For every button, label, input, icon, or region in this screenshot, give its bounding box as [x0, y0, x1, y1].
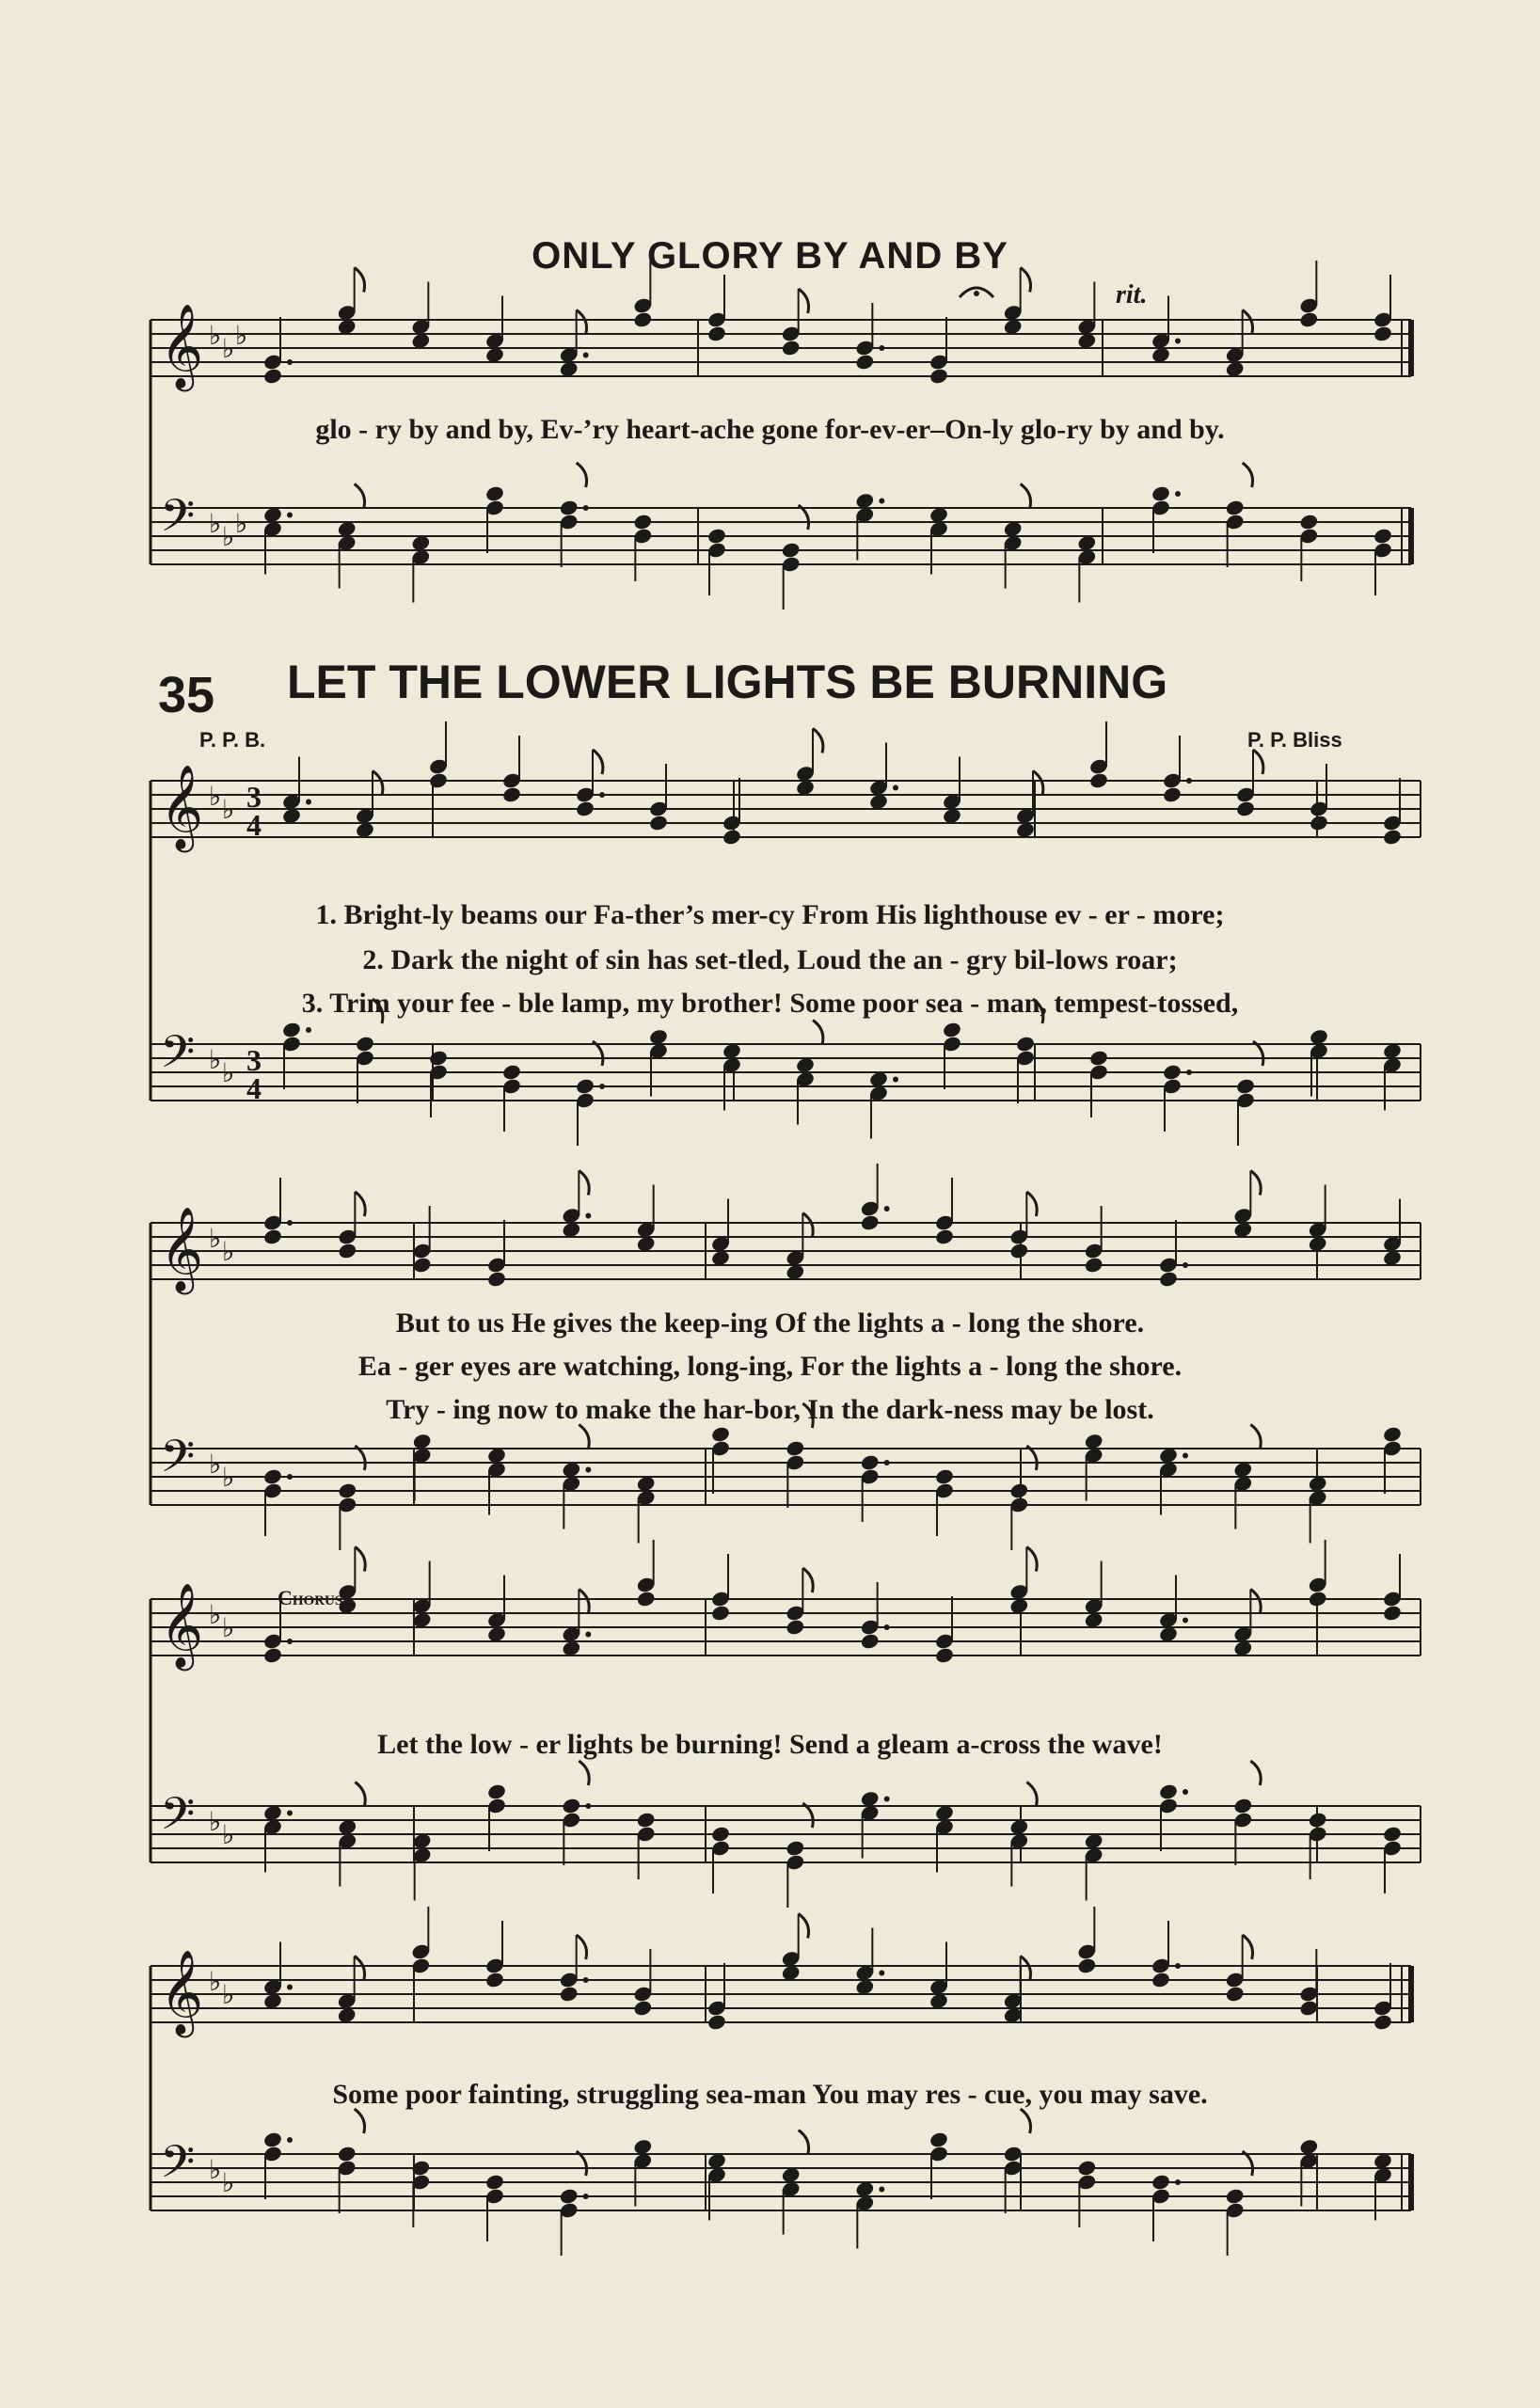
note-dot [1183, 1262, 1188, 1268]
flat-icon: ♭ [209, 1044, 222, 1075]
note-head [706, 325, 727, 342]
note-head [337, 1481, 357, 1499]
note-dot [585, 1632, 591, 1638]
note-dot [287, 1474, 293, 1480]
note-flag [799, 289, 809, 313]
flat-icon: ♭ [222, 1979, 235, 2010]
note-head [1225, 499, 1246, 516]
note-head [632, 1999, 653, 2017]
note-head [632, 310, 653, 328]
flat-icon: ♭ [222, 333, 235, 364]
note-head [262, 1646, 283, 1664]
bass-clef-icon: 𝄢 [160, 2135, 196, 2199]
note-head [636, 1811, 657, 1829]
note-head [648, 814, 669, 832]
note-flag [1243, 310, 1253, 335]
time-signature-bottom: 4 [246, 1071, 262, 1105]
note-head [785, 1618, 805, 1636]
note-flag [579, 1425, 589, 1450]
note-flag [1250, 1590, 1261, 1614]
previous-hymn-lyrics: glo - ry by and by, Ev-’ry heart-ache gone for-ev-er–On-ly glo-ry by and by. [315, 414, 1225, 445]
time-signature-top: 3 [246, 1043, 262, 1077]
flat-icon: ♭ [235, 508, 248, 539]
note-head [929, 367, 949, 385]
flat-icon: ♭ [209, 320, 222, 351]
note-head [1015, 1035, 1036, 1053]
note-head [706, 2013, 727, 2031]
flat-icon: ♭ [222, 1819, 235, 1850]
note-head [706, 527, 727, 545]
note-head [860, 1453, 881, 1471]
treble-clef-icon: 𝄞 [160, 1207, 204, 1291]
fermata-dot [974, 291, 979, 296]
note-head [262, 1467, 283, 1485]
note-dot [287, 1985, 293, 1990]
note-flag [1250, 1425, 1261, 1450]
note-flag [373, 771, 383, 796]
note-dot [585, 1467, 591, 1473]
note-dot [287, 513, 293, 518]
note-flag [799, 1914, 809, 1939]
note-head [1373, 325, 1393, 342]
note-head [262, 367, 283, 385]
note-dot [585, 1213, 591, 1219]
note-head [1373, 2013, 1393, 2031]
note-flag [577, 1935, 587, 1959]
note-head [262, 1228, 283, 1245]
note-head [1008, 1481, 1029, 1499]
note-dot [893, 785, 898, 791]
note-flag [1253, 750, 1263, 774]
time-signature-bottom: 4 [246, 808, 262, 842]
note-dot [879, 1971, 884, 1976]
music-credit: P. P. Bliss [1247, 728, 1342, 752]
note-flag [577, 463, 587, 487]
note-head [934, 1646, 955, 1664]
note-head [1298, 513, 1319, 531]
note-head [575, 800, 595, 817]
note-head [428, 1049, 449, 1067]
note-flag [802, 1213, 813, 1238]
note-head [1008, 1242, 1029, 1259]
note-dot [599, 792, 605, 798]
flat-icon: ♭ [209, 1449, 222, 1480]
note-head [854, 353, 875, 371]
note-head [929, 2131, 949, 2148]
note-head [934, 1467, 955, 1485]
note-head [1382, 1825, 1403, 1843]
note-head [710, 1825, 731, 1843]
note-flag [355, 2109, 365, 2133]
note-head [1162, 1063, 1183, 1081]
note-head [710, 1604, 731, 1622]
note-head [501, 1063, 522, 1081]
note-head [262, 2131, 283, 2148]
treble-clef-icon: 𝄞 [160, 1950, 204, 2035]
note-dot [287, 1220, 293, 1226]
verse-3-line-1: 3. Trim your fee - ble lamp, my brother! Some poor sea - man, tempest-tossed, [301, 988, 1239, 1019]
bass-clef-icon: 𝄢 [160, 489, 196, 553]
note-dot [1175, 2179, 1181, 2185]
note-head [1309, 814, 1329, 832]
flat-icon: ♭ [222, 521, 235, 552]
note-flag [579, 1590, 589, 1614]
note-flag [813, 1021, 823, 1045]
verse-2-line-1: 2. Dark the night of sin has set-tled, Loud the an - gry bil-lows roar; [362, 944, 1178, 975]
note-head [632, 513, 653, 531]
chorus-label: Chorus [278, 1586, 343, 1609]
note-head [337, 1242, 357, 1259]
note-flag [579, 1171, 589, 1196]
note-dot [879, 2187, 884, 2193]
note-head [934, 1228, 955, 1245]
note-head [486, 1782, 507, 1800]
note-head [561, 1797, 581, 1814]
note-flag [355, 1956, 365, 1981]
note-head [484, 2173, 505, 2191]
verse-1-line-1: 1. Bright-ly beams our Fa-ther’s mer-cy From His lighthouse ev - er - more; [315, 899, 1225, 930]
note-head [559, 2187, 579, 2205]
note-head [942, 1021, 962, 1038]
hymn-title: LET THE LOWER LIGHTS BE BURNING [287, 656, 1168, 708]
ritardando-marking: rit. [1116, 280, 1148, 309]
note-head [1232, 1797, 1253, 1814]
flat-icon: ♭ [222, 794, 235, 825]
note-flag [355, 1192, 365, 1216]
flat-icon: ♭ [222, 1236, 235, 1267]
note-flag [355, 1782, 365, 1807]
note-dot [306, 1027, 311, 1033]
note-head [486, 1270, 507, 1288]
chorus-line-1: Let the low - er lights be burning! Send a gleam a-cross the wave! [377, 1729, 1163, 1760]
note-head [785, 1439, 805, 1457]
note-dot [287, 2137, 293, 2143]
note-dot [306, 800, 311, 805]
note-dot [1175, 339, 1181, 344]
note-flag [579, 1761, 589, 1785]
note-dot [884, 1460, 890, 1465]
flat-icon: ♭ [209, 1223, 222, 1254]
note-flag [799, 2131, 809, 2155]
note-head [1088, 1049, 1109, 1067]
note-head [1382, 828, 1403, 846]
note-head [355, 1035, 375, 1053]
verse-1-line-2: But to us He gives the keep-ing Of the lights a - long the shore. [395, 1307, 1145, 1339]
note-head [1225, 1985, 1246, 2003]
flat-icon: ♭ [209, 1599, 222, 1630]
note-head [781, 541, 802, 559]
note-head [1298, 1999, 1319, 2017]
note-dot [287, 359, 293, 365]
note-flag [355, 484, 365, 509]
note-dot [583, 353, 589, 358]
note-flag [1026, 1782, 1037, 1807]
note-dot [1183, 1789, 1188, 1795]
note-dot [1175, 491, 1181, 497]
time-signature-top: 3 [246, 780, 262, 814]
note-head [484, 484, 505, 502]
note-flag [593, 750, 603, 774]
flat-icon: ♭ [222, 1612, 235, 1643]
note-dot [287, 1811, 293, 1816]
flat-icon: ♭ [222, 1057, 235, 1088]
note-head [1076, 2159, 1097, 2177]
note-flag [1021, 2109, 1031, 2133]
flat-icon: ♭ [222, 1462, 235, 1493]
flat-icon: ♭ [209, 781, 222, 812]
note-head [1158, 1782, 1179, 1800]
chorus-line-2: Some poor fainting, struggling sea-man You may res - cue, you may save. [332, 2079, 1208, 2110]
words-credit: P. P. B. [199, 728, 266, 752]
note-head [781, 339, 802, 356]
note-head [1382, 1425, 1403, 1443]
note-flag [355, 1547, 365, 1572]
note-head [722, 828, 742, 846]
note-head [1225, 2187, 1246, 2205]
note-head [860, 1213, 881, 1231]
note-head [1235, 800, 1256, 817]
treble-clef-icon: 𝄞 [160, 765, 204, 849]
flat-icon: ♭ [209, 1806, 222, 1837]
bass-clef-icon: 𝄢 [160, 1430, 196, 1494]
note-head [1382, 1604, 1403, 1622]
note-dot [884, 1206, 890, 1212]
note-head [559, 1985, 579, 2003]
note-flag [577, 310, 587, 335]
flat-icon: ♭ [209, 2154, 222, 2185]
note-flag [1026, 1547, 1037, 1572]
note-head [428, 771, 449, 789]
note-dot [287, 1639, 293, 1644]
note-flag [1021, 484, 1031, 509]
note-flag [1243, 1935, 1253, 1959]
note-head [1373, 527, 1393, 545]
note-flag [1250, 1761, 1261, 1785]
note-dot [1186, 778, 1192, 784]
note-dot [1183, 1453, 1188, 1459]
note-dot [1175, 1963, 1181, 1969]
verse-2-line-2: Ea - ger eyes are watching, long-ing, For the lights a - long the shore. [357, 1351, 1183, 1382]
note-flag [1243, 463, 1253, 487]
note-head [1076, 1956, 1097, 1974]
note-dot [583, 1977, 589, 1983]
flat-icon: ♭ [235, 320, 248, 351]
hymn-number: 35 [158, 667, 215, 723]
note-dot [893, 1077, 898, 1083]
note-dot [884, 1624, 890, 1630]
note-head [501, 785, 522, 803]
note-head [1151, 484, 1171, 502]
note-dot [583, 2194, 589, 2199]
note-head [559, 499, 579, 516]
note-flag [1026, 1192, 1037, 1216]
note-dot [1183, 1618, 1188, 1624]
note-head [1235, 1077, 1256, 1095]
note-head [1088, 771, 1109, 789]
note-head [1151, 2173, 1171, 2191]
note-dot [599, 1084, 605, 1089]
note-dot [1186, 1069, 1192, 1075]
note-head [1308, 1590, 1328, 1608]
note-head [710, 1425, 731, 1443]
flat-icon: ♭ [222, 2167, 235, 2198]
bass-clef-icon: 𝄢 [160, 1787, 196, 1851]
note-flag [1250, 1171, 1261, 1196]
note-head [484, 1971, 505, 1988]
note-head [281, 1021, 302, 1038]
note-dot [585, 1803, 591, 1809]
verse-3-line-2: Try - ing now to make the har-bor, In the dark-ness may be lost. [386, 1394, 1154, 1425]
note-head [337, 2145, 357, 2162]
previous-hymn-title: ONLY GLORY BY AND BY [532, 235, 1008, 277]
note-head [1084, 1256, 1104, 1274]
treble-clef-icon: 𝄞 [160, 1583, 204, 1668]
note-head [1308, 1811, 1328, 1829]
note-dot [879, 499, 884, 504]
note-head [785, 1839, 805, 1857]
note-head [636, 1590, 657, 1608]
note-dot [879, 345, 884, 351]
bass-clef-icon: 𝄢 [160, 1025, 196, 1089]
note-dot [884, 1797, 890, 1802]
note-head [1158, 1270, 1179, 1288]
note-dot [583, 505, 589, 511]
note-head [412, 1256, 433, 1274]
flat-icon: ♭ [209, 1966, 222, 1997]
note-flag [802, 1568, 813, 1592]
flat-icon: ♭ [209, 508, 222, 539]
note-head [575, 1077, 595, 1095]
note-flag [813, 729, 823, 753]
treble-clef-icon: 𝄞 [160, 304, 204, 388]
note-head [860, 1632, 881, 1650]
note-flag [1021, 1956, 1031, 1981]
note-head [1298, 310, 1319, 328]
note-head [1151, 1971, 1171, 1988]
note-head [1162, 785, 1183, 803]
